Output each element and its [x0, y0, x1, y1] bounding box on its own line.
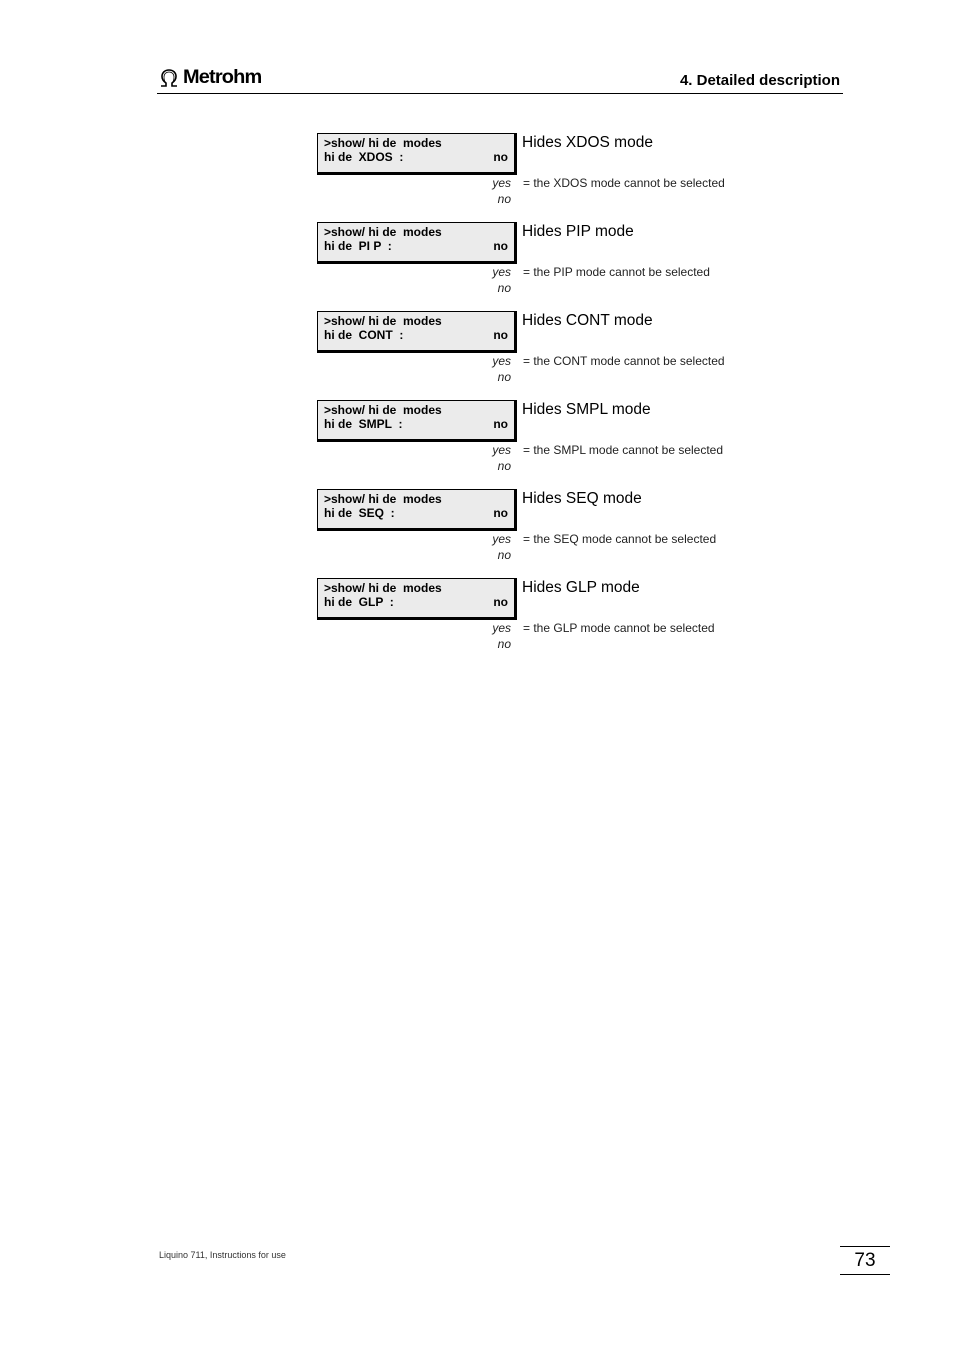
option-yes: yes [492, 176, 511, 190]
page-number-rule-bottom [840, 1274, 890, 1275]
option-yes: yes [492, 532, 511, 546]
lcd-line-2: hi de CONT : [324, 328, 404, 342]
entry-title: Hides PIP mode [522, 223, 634, 240]
lcd-line-2: hi de PI P : [324, 239, 392, 253]
lcd-value: no [493, 506, 508, 520]
lcd-value: no [493, 417, 508, 431]
option-yes-description: = the GLP mode cannot be selected [523, 621, 715, 635]
entry-pip [317, 222, 757, 302]
page-number-rule-top [840, 1246, 890, 1247]
page-number: 73 [854, 1250, 876, 1271]
lcd-line-1: >show/ hi de modes [324, 314, 442, 328]
option-yes-description: = the PIP mode cannot be selected [523, 265, 710, 279]
option-no: no [497, 370, 511, 384]
lcd-line-1: >show/ hi de modes [324, 581, 442, 595]
option-yes: yes [492, 354, 511, 368]
lcd-value: no [493, 150, 508, 164]
lcd-line-1: >show/ hi de modes [324, 225, 442, 239]
option-no: no [497, 548, 511, 562]
entry-xdos [317, 133, 757, 213]
lcd-value: no [493, 239, 508, 253]
lcd-display [317, 489, 517, 531]
entry-smpl [317, 400, 757, 480]
brand-logo [158, 67, 262, 89]
option-yes-description: = the XDOS mode cannot be selected [523, 176, 725, 190]
omega-logo-icon [158, 67, 180, 89]
option-yes: yes [492, 443, 511, 457]
lcd-line-2: hi de XDOS : [324, 150, 404, 164]
option-no: no [497, 192, 511, 206]
lcd-line-1: >show/ hi de modes [324, 403, 442, 417]
entry-title: Hides CONT mode [522, 312, 653, 329]
entry-cont [317, 311, 757, 391]
section-title: 4. Detailed description [679, 72, 840, 89]
option-no: no [497, 459, 511, 473]
option-no: no [497, 281, 511, 295]
lcd-line-2: hi de GLP : [324, 595, 394, 609]
entry-glp [317, 578, 757, 658]
lcd-display [317, 578, 517, 620]
lcd-display [317, 222, 517, 264]
brand-name: Metrohm [183, 67, 262, 88]
lcd-line-1: >show/ hi de modes [324, 136, 442, 150]
lcd-display [317, 133, 517, 175]
entry-title: Hides GLP mode [522, 579, 640, 596]
lcd-line-2: hi de SEQ : [324, 506, 395, 520]
lcd-line-2: hi de SMPL : [324, 417, 403, 431]
entry-seq [317, 489, 757, 569]
lcd-value: no [493, 328, 508, 342]
header-divider [157, 93, 843, 94]
lcd-display [317, 311, 517, 353]
option-yes-description: = the SEQ mode cannot be selected [523, 532, 717, 546]
entry-title: Hides SMPL mode [522, 401, 651, 418]
entry-title: Hides XDOS mode [522, 134, 653, 151]
lcd-value: no [493, 595, 508, 609]
option-yes: yes [492, 265, 511, 279]
footer-document-name: Liquino 711, Instructions for use [159, 1250, 286, 1260]
lcd-line-1: >show/ hi de modes [324, 492, 442, 506]
entry-title: Hides SEQ mode [522, 490, 642, 507]
lcd-display [317, 400, 517, 442]
option-yes: yes [492, 621, 511, 635]
option-yes-description: = the SMPL mode cannot be selected [523, 443, 724, 457]
option-no: no [497, 637, 511, 651]
option-yes-description: = the CONT mode cannot be selected [523, 354, 725, 368]
